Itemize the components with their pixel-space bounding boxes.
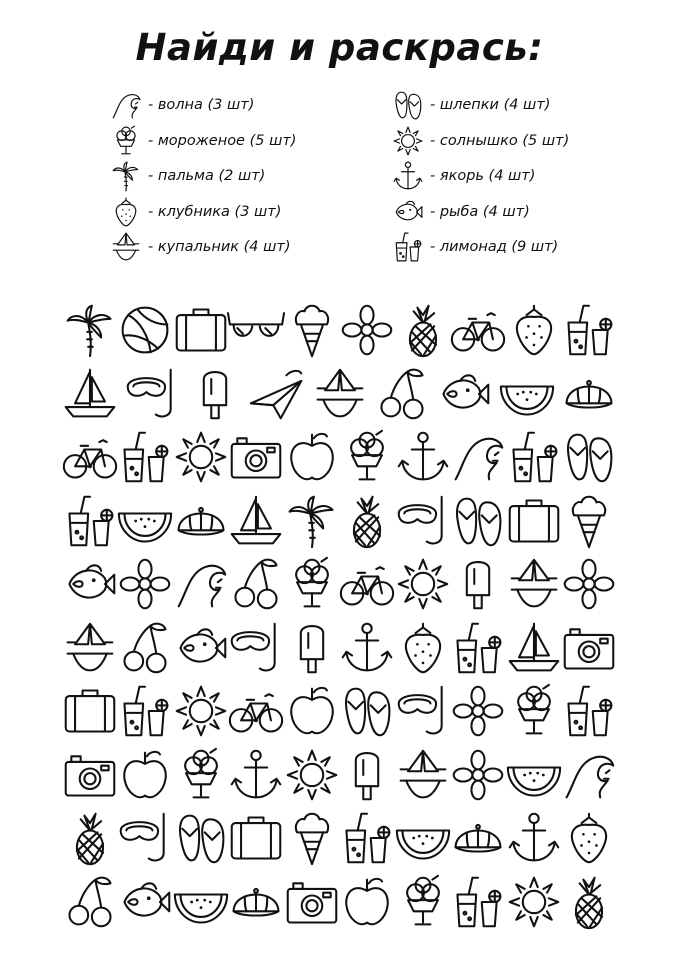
anchor-icon	[504, 810, 564, 866]
grid-cell	[504, 493, 564, 549]
grid-cell	[337, 302, 397, 358]
grid-cell	[337, 556, 397, 612]
grid-cell	[282, 556, 342, 612]
lemonade-icon	[115, 683, 175, 739]
grid-cell	[337, 429, 397, 485]
grid-cell	[559, 620, 619, 676]
grid-cell	[60, 874, 120, 930]
grid-cell	[226, 556, 286, 612]
cap-icon	[171, 493, 231, 549]
cap-icon	[559, 366, 619, 422]
grid-cell	[559, 429, 619, 485]
grid-cell	[282, 747, 342, 803]
sun-icon	[504, 874, 564, 930]
grid-cell	[226, 747, 286, 803]
grid-cell	[393, 493, 453, 549]
popsicle-icon	[448, 556, 508, 612]
grid-cell	[393, 747, 453, 803]
grid-cell	[171, 874, 231, 930]
fish-icon	[115, 874, 175, 930]
suitcase-icon	[60, 683, 120, 739]
camera-icon	[226, 429, 286, 485]
legend-label: - клубника (3 шт)	[148, 204, 282, 220]
grid-cell	[393, 429, 453, 485]
grid-cell	[115, 556, 175, 612]
lemonade-icon	[337, 810, 397, 866]
grid-cell	[115, 429, 175, 485]
ice-cream-cone-icon	[282, 302, 342, 358]
swimsuit-icon	[504, 556, 564, 612]
grid-cell	[60, 366, 120, 422]
grid-cell	[171, 302, 231, 358]
legend-label: - рыба (4 шт)	[430, 204, 530, 220]
sunglasses-icon	[226, 302, 286, 358]
grid-cell	[393, 620, 453, 676]
grid-cell	[226, 302, 286, 358]
grid-cell	[337, 810, 397, 866]
fish-icon	[434, 366, 494, 422]
cherry-icon	[115, 620, 175, 676]
watermelon-icon	[504, 747, 564, 803]
sailboat-icon	[60, 366, 120, 422]
grid-cell	[115, 620, 175, 676]
grid-cell	[226, 810, 286, 866]
legend-label: - пальма (2 шт)	[148, 168, 266, 184]
grid-cell	[247, 366, 307, 422]
snorkel-mask-icon	[226, 620, 286, 676]
snorkel-mask-icon	[393, 683, 453, 739]
wave-icon	[448, 429, 508, 485]
grid-cell	[448, 429, 508, 485]
grid-cell	[434, 366, 494, 422]
sun-icon	[282, 747, 342, 803]
flip-flops-icon	[171, 810, 231, 866]
lemonade-icon	[60, 493, 120, 549]
camera-icon	[60, 747, 120, 803]
grid-cell	[504, 683, 564, 739]
grid-cell	[559, 683, 619, 739]
apple-icon	[337, 874, 397, 930]
ice-cream-cup-icon	[504, 683, 564, 739]
suitcase-icon	[226, 810, 286, 866]
grid-cell	[282, 620, 342, 676]
grid-cell	[448, 874, 508, 930]
flower-icon	[448, 683, 508, 739]
grid-cell	[282, 493, 342, 549]
grid-cell	[226, 429, 286, 485]
sailboat-icon	[226, 493, 286, 549]
camera-icon	[282, 874, 342, 930]
lemonade-icon	[504, 429, 564, 485]
grid-cell	[504, 747, 564, 803]
grid-cell	[559, 747, 619, 803]
grid-cell	[504, 810, 564, 866]
sun-icon	[171, 683, 231, 739]
apple-icon	[282, 429, 342, 485]
grid-cell	[115, 810, 175, 866]
pineapple-icon	[393, 302, 453, 358]
grid-cell	[559, 810, 619, 866]
flower-icon	[115, 556, 175, 612]
grid-cell	[115, 683, 175, 739]
flip-flops-icon	[337, 683, 397, 739]
grid-cell	[393, 810, 453, 866]
watermelon-icon	[393, 810, 453, 866]
camera-icon	[559, 620, 619, 676]
grid-cell	[393, 683, 453, 739]
legend-label: - волна (3 шт)	[148, 97, 255, 113]
anchor-icon	[337, 620, 397, 676]
legend-label: - солнышко (5 шт)	[430, 133, 570, 149]
grid-cell	[60, 747, 120, 803]
suitcase-icon	[504, 493, 564, 549]
bicycle-icon	[226, 683, 286, 739]
cherry-icon	[60, 874, 120, 930]
grid-cell	[337, 683, 397, 739]
legend-label: - лимонад (9 шт)	[430, 239, 559, 255]
grid-cell	[171, 493, 231, 549]
bicycle-icon	[337, 556, 397, 612]
grid-cell	[282, 683, 342, 739]
grid-cell	[559, 493, 619, 549]
grid-cell	[171, 429, 231, 485]
grid-cell	[115, 874, 175, 930]
cherry-icon	[226, 556, 286, 612]
lemonade-icon	[115, 429, 175, 485]
grid-cell	[282, 810, 342, 866]
grid-cell	[393, 556, 453, 612]
grid-cell	[282, 302, 342, 358]
grid-cell	[60, 556, 120, 612]
pineapple-icon	[337, 493, 397, 549]
flower-icon	[448, 747, 508, 803]
grid-cell	[171, 620, 231, 676]
ice-cream-cup-icon	[171, 747, 231, 803]
grid-cell	[448, 302, 508, 358]
grid-cell	[60, 429, 120, 485]
bicycle-icon	[448, 302, 508, 358]
ice-cream-cup-icon	[393, 874, 453, 930]
strawberry-icon	[393, 620, 453, 676]
grid-cell	[171, 747, 231, 803]
grid-cell	[337, 747, 397, 803]
pineapple-icon	[559, 874, 619, 930]
grid-cell	[337, 620, 397, 676]
grid-cell	[504, 302, 564, 358]
grid-cell	[448, 747, 508, 803]
grid-cell	[448, 493, 508, 549]
grid-cell	[226, 874, 286, 930]
grid-cell	[60, 810, 120, 866]
page-title: Найди и раскрась:	[135, 26, 544, 69]
grid-cell	[337, 874, 397, 930]
grid-cell	[60, 620, 120, 676]
apple-icon	[282, 683, 342, 739]
watermelon-icon	[497, 366, 557, 422]
swimsuit-icon	[60, 620, 120, 676]
legend-label: - шлепки (4 шт)	[430, 97, 551, 113]
sailboat-icon	[504, 620, 564, 676]
pineapple-icon	[60, 810, 120, 866]
grid-cell	[226, 620, 286, 676]
watermelon-icon	[115, 493, 175, 549]
grid-cell	[504, 429, 564, 485]
grid-cell	[115, 302, 175, 358]
lemonade-icon	[448, 874, 508, 930]
lemonade-icon	[448, 620, 508, 676]
swimsuit-icon	[393, 747, 453, 803]
strawberry-icon	[504, 302, 564, 358]
grid-cell	[393, 302, 453, 358]
grid-cell	[559, 302, 619, 358]
grid-cell	[393, 874, 453, 930]
grid-cell	[60, 683, 120, 739]
grid-cell	[372, 366, 432, 422]
bicycle-icon	[60, 429, 120, 485]
cherry-icon	[372, 366, 432, 422]
grid-cell	[115, 747, 175, 803]
flower-icon	[337, 302, 397, 358]
grid-cell	[226, 683, 286, 739]
grid-cell	[185, 366, 245, 422]
flower-icon	[559, 556, 619, 612]
strawberry-icon	[559, 810, 619, 866]
snorkel-mask-icon	[393, 493, 453, 549]
fish-icon	[60, 556, 120, 612]
apple-icon	[115, 747, 175, 803]
snorkel-mask-icon	[122, 366, 182, 422]
sun-icon	[393, 556, 453, 612]
anchor-icon	[226, 747, 286, 803]
grid-cell	[559, 366, 619, 422]
ice-cream-cup-icon	[282, 556, 342, 612]
flip-flops-icon	[559, 429, 619, 485]
cap-icon	[448, 810, 508, 866]
cap-icon	[226, 874, 286, 930]
popsicle-icon	[282, 620, 342, 676]
grid-cell	[282, 874, 342, 930]
sun-icon	[171, 429, 231, 485]
grid-cell	[559, 556, 619, 612]
grid-cell	[337, 493, 397, 549]
suitcase-icon	[171, 302, 231, 358]
snorkel-mask-icon	[115, 810, 175, 866]
grid-cell	[448, 683, 508, 739]
grid-cell	[559, 874, 619, 930]
grid-cell	[171, 810, 231, 866]
anchor-icon	[393, 429, 453, 485]
lemonade-icon	[559, 302, 619, 358]
grid-cell	[504, 556, 564, 612]
watermelon-icon	[171, 874, 231, 930]
grid-cell	[171, 556, 231, 612]
legend-label: - якорь (4 шт)	[430, 168, 536, 184]
lemonade-icon	[559, 683, 619, 739]
grid-cell	[504, 874, 564, 930]
ice-cream-cone-icon	[282, 810, 342, 866]
grid-cell	[171, 683, 231, 739]
popsicle-icon	[185, 366, 245, 422]
popsicle-icon	[337, 747, 397, 803]
grid-cell	[448, 810, 508, 866]
grid-cell	[504, 620, 564, 676]
legend-label: - мороженое (5 шт)	[148, 133, 297, 149]
grid-cell	[448, 556, 508, 612]
grid-cell	[226, 493, 286, 549]
grid-cell	[310, 366, 370, 422]
wave-icon	[171, 556, 231, 612]
paper-plane-icon	[247, 366, 307, 422]
wave-icon	[559, 747, 619, 803]
grid-cell	[497, 366, 557, 422]
swimsuit-icon	[310, 366, 370, 422]
grid-cell	[122, 366, 182, 422]
grid-cell	[60, 493, 120, 549]
grid-cell	[115, 493, 175, 549]
grid-cell	[60, 302, 120, 358]
ice-cream-cone-icon	[559, 493, 619, 549]
legend-label: - купальник (4 шт)	[148, 239, 291, 255]
grid-cell	[448, 620, 508, 676]
palm-icon	[282, 493, 342, 549]
ice-cream-cup-icon	[337, 429, 397, 485]
flip-flops-icon	[448, 493, 508, 549]
palm-icon	[60, 302, 120, 358]
grid-cell	[282, 429, 342, 485]
fish-icon	[171, 620, 231, 676]
beach-ball-icon	[115, 302, 175, 358]
